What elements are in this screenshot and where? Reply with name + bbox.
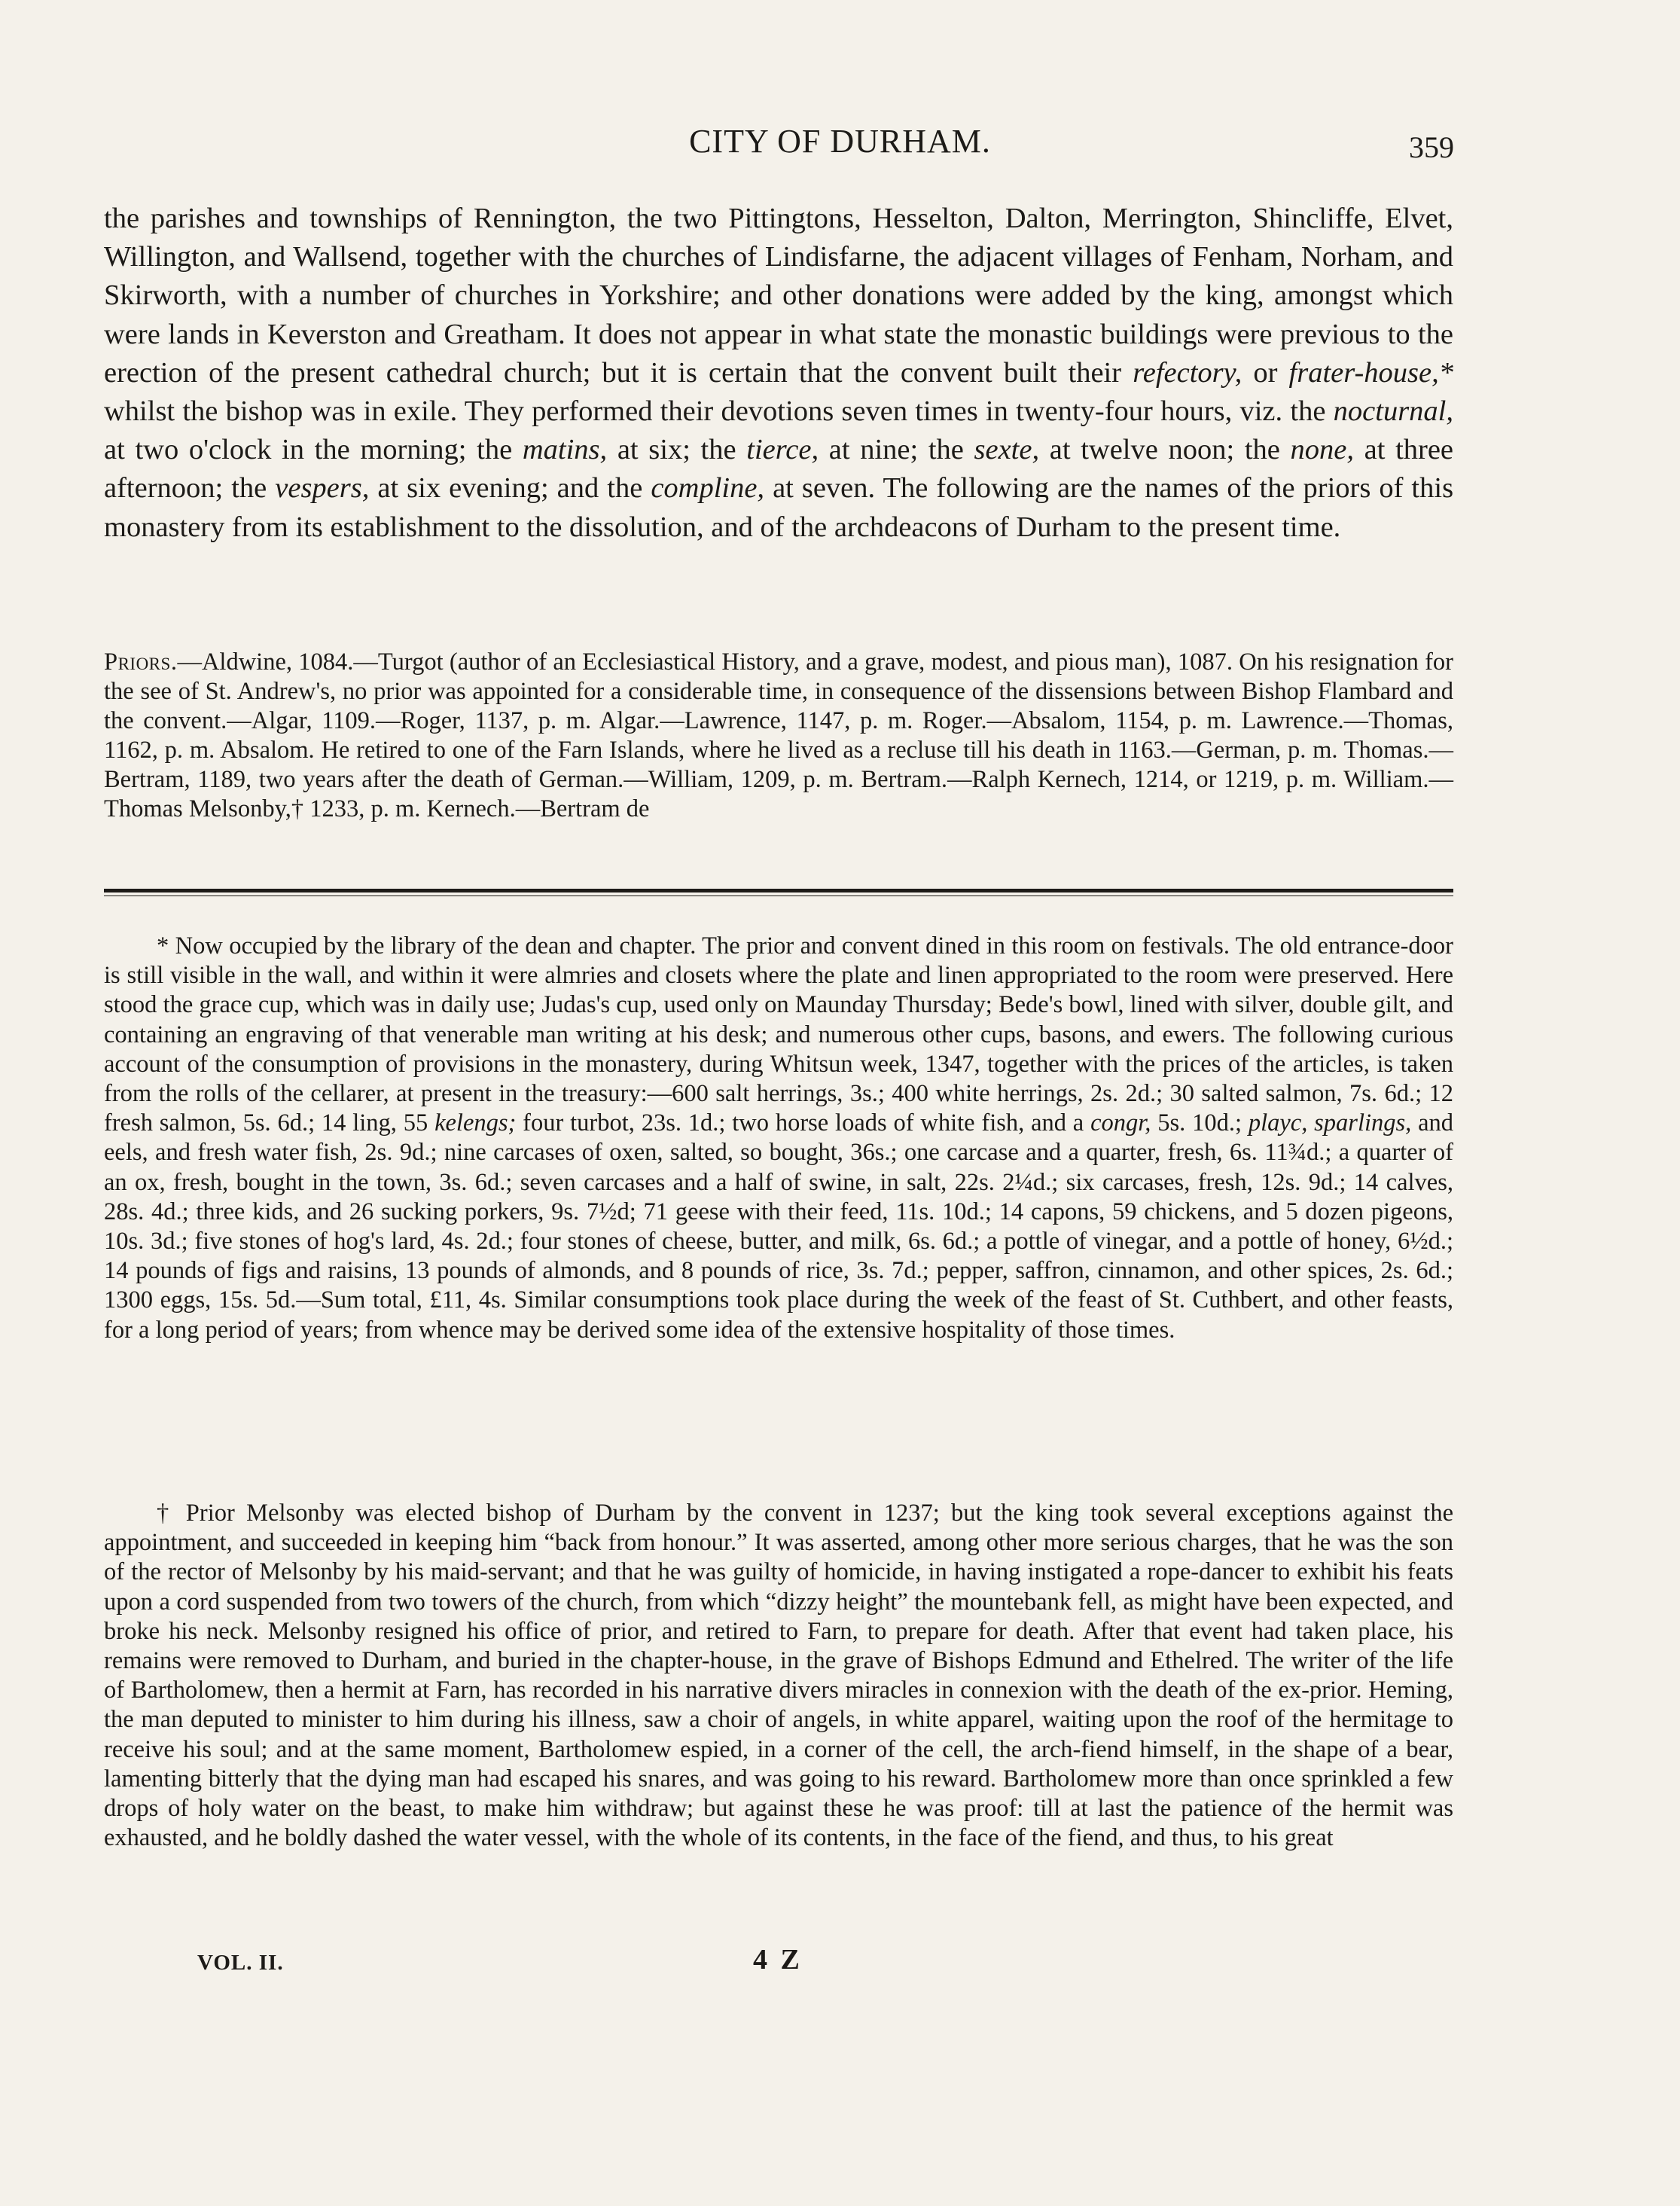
sheet-signature: 4 Z (753, 1944, 803, 1976)
page-title: CITY OF DURHAM. (689, 123, 991, 160)
priors-label: Priors. (104, 648, 178, 676)
priors-list: Priors.—Aldwine, 1084.—Turgot (author of an Ecclesiastical History, and a grave, modest, and pious man), 1087. On his resignation for the see of St. Andrew's, no prior was appointed for a considerable time, in consequence of the dissensions between Bishop Flambard and the convent.—Algar, 1109.—Roger, 1137, p. m. Algar.—Lawrence, 1147, p. m. Roger.—Absalom, 1154, p. m. Lawrence.—Thomas, 1162, p. m. Absalom. He retired to one of the Farn Islands, where he lived as a recluse till his death in 1163.—German, p. m. Thomas.—Bertram, 1189, two years after the death of German.—William, 1209, p. m. Bertram.—Ralph Kernech, 1214, or 1219, p. m. William.—Thomas Melsonby,† 1233, p. m. Kernech.—Bertram de (104, 648, 1453, 822)
footnote-rule (104, 889, 1453, 892)
footnote-melsonby: † Prior Melsonby was elected bishop of Durham by the convent in 1237; but the king took several exceptions against the appointment, and succeeded in keeping him “back from honour.” It was asserted, among other more serious charges, that he was the son of the rector of Melsonby by his maid-servant; and that he was guilty of homicide, in having instigated a rope-dancer to exhibit his feats upon a cord suspended from two towers of the church, from which “dizzy height” the mountebank fell, as might have been expected, and broke his neck. Melsonby resigned his office of prior, and retired to Farn, to prepare for death. After that event had taken place, his remains were removed to Durham, and buried in the chapter-house, in the grave of Bishops Edmund and Ethelred. The writer of the life of Bartholomew, then a hermit at Farn, has recorded in his narrative divers miracles in connexion with the death of the ex-prior. Heming, the man deputed to minister to him during his illness, saw a choir of angels, in white apparel, waiting upon the roof of the hermitage to receive his soul; and at the same moment, Bartholomew espied, in a corner of the cell, the arch-fiend himself, in the shape of a bear, lamenting bitterly that the dying man had escaped his snares, and was going to his reward. Bartholomew more than once sprinkled a few drops of holy water on the beast, to make him withdraw; but against these he was proof: till at last the patience of the hermit was exhausted, and he boldly dashed the water vessel, with the whole of its contents, in the face of the fiend, and thus, to his great (104, 1500, 1453, 1852)
running-head (0, 122, 1680, 167)
page-number: 359 (1409, 130, 1454, 164)
footnote-refectory: * Now occupied by the library of the dean and chapter. The prior and convent dined in this room on festivals. The old entrance-door is still visible in the wall, and within it were almries and closets where the plate and linen appropriated to the room were preserved. Here stood the grace cup, which was in daily use; Judas's cup, used only on Maunday Thursday; Bede's bowl, lined with silver, double gilt, and containing an engraving of that venerable man writing at his desk; and numerous other cups, basons, and ewers. The following curious account of the consumption of provisions in the monastery, during Whitsun week, 1347, together with the prices of the articles, is taken from the rolls of the cellarer, at present in the treasury:—600 salt herrings, 3s.; 400 white herrings, 2s. 2d.; 30 salted salmon, 7s. 6d.; 12 fresh salmon, 5s. 6d.; 14 ling, 55 kelengs; four turbot, 23s. 1d.; two horse loads of white fish, and a congr, 5s. 10d.; playc, sparlings, and eels, and fresh water fish, 2s. 9d.; nine carcases of oxen, salted, so bought, 36s.; one carcase and a quarter, fresh, 6s. 11¾d.; a quarter of an ox, fresh, bought in the town, 3s. 6d.; seven carcases and a half of swine, in salt, 22s. 2¼d.; six carcases, fresh, 12s. 9d.; 14 calves, 28s. 4d.; three kids, and 26 sucking porkers, 9s. 7½d; 71 geese with their feed, 11s. 10d.; 14 capons, 59 chickens, and 5 dozen pigeons, 10s. 3d.; five stones of hog's lard, 4s. 2d.; four stones of cheese, butter, and milk, 6s. 6d.; a pottle of vinegar, and a pottle of honey, 6½d.; 14 pounds of figs and raisins, 13 pounds of almonds, and 8 pounds of rice, 3s. 7d.; pepper, saffron, cinnamon, and other spices, 2s. 6d.; 1300 eggs, 15s. 5d.—Sum total, £11, 4s. Similar consumptions took place during the week of the feast of St. Cuthbert, and other feasts, for a long period of years; from whence may be derived some idea of the extensive hospitality of those times. (104, 932, 1454, 1344)
volume-label: VOL. II. (197, 1951, 284, 1975)
main-paragraph: the parishes and townships of Rennington, the two Pittingtons, Hesselton, Dalton, Merrington, Shincliffe, Elvet, Willington, and Wallsend, together with the churches of Lindisfarne, the adjacent villages of Fenham, Norham, and Skirworth, with a number of churches in Yorkshire; and other donations were added by the king, amongst which were lands in Keverston and Greatham. It does not appear in what state the monastic buildings were previous to the erection of the present cathedral church; but it is certain that the convent built their refectory, or frater-house,* whilst the bishop was in exile. They performed their devotions seven times in twenty-four hours, viz. the nocturnal, at two o'clock in the morning; the matins, at six; the tierce, at nine; the sexte, at twelve noon; the none, at three afternoon; the vespers, at six evening; and the compline, at seven. The following are the names of the priors of this monastery from its establishment to the dissolution, and of the archdeacons of Durham to the present time. (104, 203, 1454, 543)
